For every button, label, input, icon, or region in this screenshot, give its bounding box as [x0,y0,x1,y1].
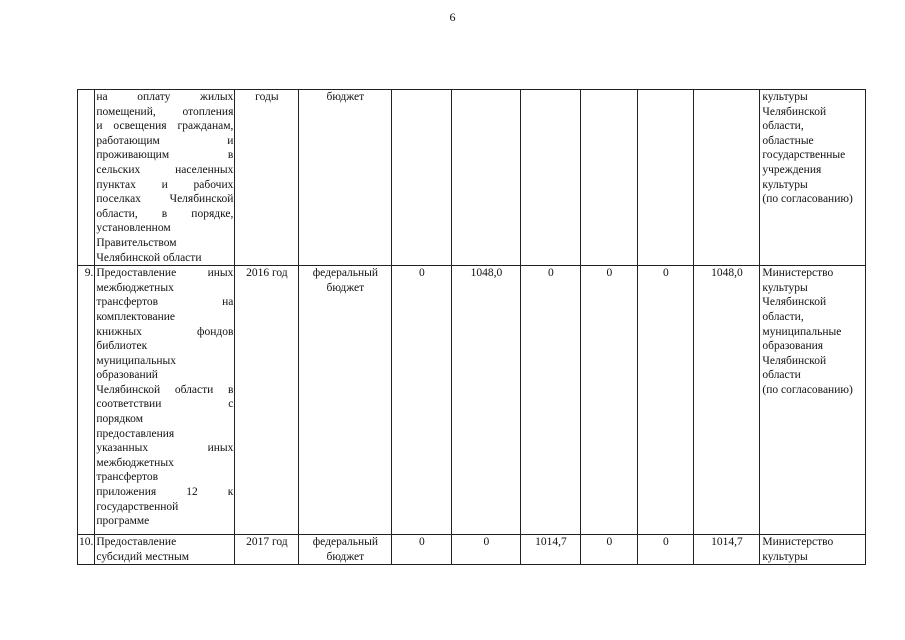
amount-cell: 0 [581,266,638,535]
amount-cell: 1014,7 [521,535,581,565]
amount-cell [521,90,581,266]
amount-cell: 0 [521,266,581,535]
executor-cell: Министерство культуры [760,535,866,565]
amount-cell: 1014,7 [694,535,760,565]
executor-cell: культуры Челябинской области, областные государственные учреждения культуры (по согласованию) [760,90,866,266]
row-number-cell [78,90,95,266]
amount-cell: 0 [392,535,452,565]
amount-cell: 0 [638,535,694,565]
amount-cell [638,90,694,266]
table-row [78,266,866,535]
amount-cell [581,90,638,266]
description-cell: Предоставление субсидий местным [95,535,235,565]
funding-source-cell: бюджет [299,90,392,266]
period-cell: годы [235,90,299,266]
amount-cell [452,90,521,266]
page-number: 6 [449,10,456,24]
amount-cell: 0 [452,535,521,565]
amount-cell [392,90,452,266]
amount-cell: 0 [638,266,694,535]
period-cell: 2017 год [235,535,299,565]
program-table [77,89,866,565]
amount-cell: 0 [392,266,452,535]
table-row [78,535,866,565]
amount-cell: 1048,0 [452,266,521,535]
executor-cell: Министерство культуры Челябинской области, муниципальные образования Челябинской области (по согласованию) [760,266,866,535]
description-cell: Предоставление иных межбюджетных трансфертов на комплектование книжных фондов библиотек муниципальных образований Челябинской области в соответствии с порядком предоставления указанных иных межбюджетных трансфертов приложения 12 к государственной программе [95,266,235,535]
row-number-cell: 9. [78,266,95,535]
period-cell: 2016 год [235,266,299,535]
description-cell: на оплату жилых помещений, отопления и освещения гражданам, работающим и проживающим в сельских населенных пунктах и рабочих поселках Челябинской области, в порядке, установленном Правительством Челябинской области [95,90,235,266]
funding-source-cell: федеральный бюджет [299,266,392,535]
funding-source-cell: федеральный бюджет [299,535,392,565]
amount-cell: 0 [581,535,638,565]
table-row [78,90,866,266]
row-number-cell: 10. [78,535,95,565]
amount-cell: 1048,0 [694,266,760,535]
amount-cell [694,90,760,266]
